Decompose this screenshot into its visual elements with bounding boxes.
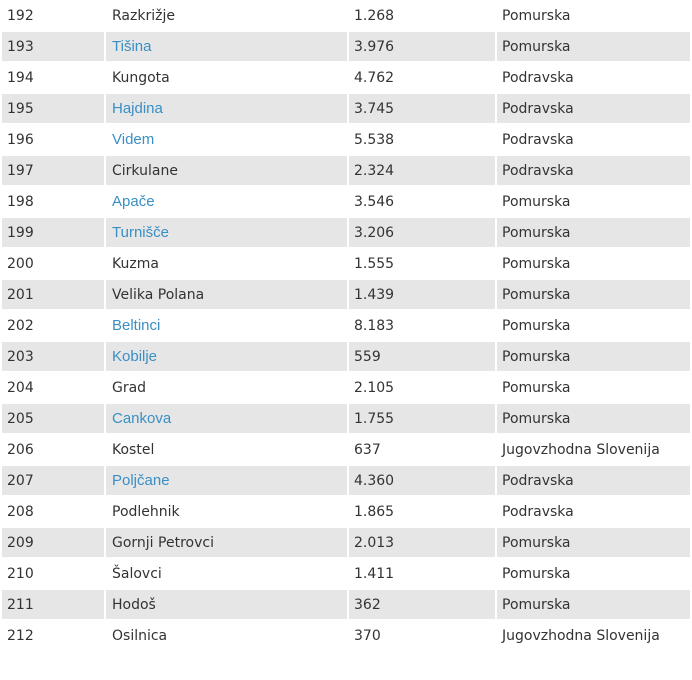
municipality-cell	[106, 403, 347, 434]
rank-cell: 200	[2, 248, 104, 279]
rank-cell: 208	[2, 496, 104, 527]
table-row	[2, 465, 690, 496]
municipality-cell	[106, 496, 347, 527]
municipality-cell	[106, 527, 347, 558]
region-cell: Pomurska	[497, 527, 690, 558]
rank-cell: 202	[2, 310, 104, 341]
region-cell: Podravska	[497, 93, 690, 124]
municipality-name: Kungota	[112, 69, 170, 86]
municipality-cell	[106, 465, 347, 496]
rank-cell: 192	[2, 0, 104, 31]
table-row	[2, 279, 690, 310]
population-cell: 8.183	[349, 310, 495, 341]
municipality-link[interactable]: Beltinci	[112, 317, 161, 334]
municipality-cell	[106, 372, 347, 403]
rank-cell: 195	[2, 93, 104, 124]
municipality-cell	[106, 217, 347, 248]
municipality-cell	[106, 310, 347, 341]
rank-cell: 193	[2, 31, 104, 62]
municipality-link[interactable]: Turnišče	[112, 224, 169, 241]
population-cell: 1.268	[349, 0, 495, 31]
population-cell: 2.013	[349, 527, 495, 558]
table-row	[2, 496, 690, 527]
region-cell: Podravska	[497, 465, 690, 496]
municipality-link[interactable]: Tišina	[112, 38, 152, 55]
rank-cell: 212	[2, 620, 104, 651]
region-cell: Podravska	[497, 124, 690, 155]
municipality-cell	[106, 589, 347, 620]
municipality-cell	[106, 31, 347, 62]
population-cell: 3.745	[349, 93, 495, 124]
municipality-link[interactable]: Poljčane	[112, 472, 170, 489]
region-cell: Pomurska	[497, 0, 690, 31]
population-cell: 637	[349, 434, 495, 465]
municipality-cell	[106, 558, 347, 589]
population-cell: 1.555	[349, 248, 495, 279]
table-body	[2, 0, 690, 651]
population-cell: 370	[349, 620, 495, 651]
region-cell: Pomurska	[497, 341, 690, 372]
table-row	[2, 434, 690, 465]
rank-cell: 198	[2, 186, 104, 217]
population-cell: 1.865	[349, 496, 495, 527]
region-cell: Pomurska	[497, 310, 690, 341]
municipality-link[interactable]: Hajdina	[112, 100, 163, 117]
population-cell: 3.546	[349, 186, 495, 217]
municipality-cell	[106, 434, 347, 465]
municipality-link[interactable]: Cankova	[112, 410, 172, 427]
rank-cell: 204	[2, 372, 104, 403]
table-row	[2, 248, 690, 279]
table-row	[2, 0, 690, 31]
population-cell: 362	[349, 589, 495, 620]
table-row	[2, 186, 690, 217]
municipality-cell	[106, 620, 347, 651]
municipality-name: Grad	[112, 379, 147, 396]
region-cell: Jugovzhodna Slovenija	[497, 434, 690, 465]
region-cell: Pomurska	[497, 403, 690, 434]
region-cell: Podravska	[497, 62, 690, 93]
population-cell: 2.324	[349, 155, 495, 186]
municipality-name: Velika Polana	[112, 286, 205, 303]
table-row	[2, 341, 690, 372]
region-cell: Pomurska	[497, 558, 690, 589]
population-cell: 5.538	[349, 124, 495, 155]
municipality-cell	[106, 186, 347, 217]
population-cell: 1.411	[349, 558, 495, 589]
municipality-name: Hodoš	[112, 596, 156, 613]
municipality-cell	[106, 124, 347, 155]
region-cell: Jugovzhodna Slovenija	[497, 620, 690, 651]
rank-cell: 210	[2, 558, 104, 589]
table-row	[2, 527, 690, 558]
table-row	[2, 310, 690, 341]
population-cell: 559	[349, 341, 495, 372]
population-cell: 4.360	[349, 465, 495, 496]
population-cell: 1.439	[349, 279, 495, 310]
municipality-cell	[106, 341, 347, 372]
region-cell: Podravska	[497, 155, 690, 186]
population-cell: 2.105	[349, 372, 495, 403]
municipality-link[interactable]: Videm	[112, 131, 155, 148]
municipality-name: Gornji Petrovci	[112, 534, 214, 551]
municipality-link[interactable]: Kobilje	[112, 348, 158, 365]
table-row	[2, 155, 690, 186]
rank-cell: 199	[2, 217, 104, 248]
rank-cell: 203	[2, 341, 104, 372]
municipality-cell	[106, 0, 347, 31]
municipality-name: Kostel	[112, 441, 155, 458]
municipality-name: Podlehnik	[112, 503, 180, 520]
municipality-cell	[106, 62, 347, 93]
population-cell: 3.206	[349, 217, 495, 248]
table-row	[2, 217, 690, 248]
region-cell: Pomurska	[497, 589, 690, 620]
rank-cell: 209	[2, 527, 104, 558]
table-row	[2, 124, 690, 155]
table-row	[2, 93, 690, 124]
rank-cell: 211	[2, 589, 104, 620]
region-cell: Pomurska	[497, 279, 690, 310]
population-cell: 4.762	[349, 62, 495, 93]
population-cell: 1.755	[349, 403, 495, 434]
population-cell: 3.976	[349, 31, 495, 62]
rank-cell: 201	[2, 279, 104, 310]
table-row	[2, 62, 690, 93]
municipality-name: Cirkulane	[112, 162, 178, 179]
table-row	[2, 558, 690, 589]
municipality-name: Razkrižje	[112, 7, 175, 24]
region-cell: Podravska	[497, 496, 690, 527]
rank-cell: 196	[2, 124, 104, 155]
table-row	[2, 620, 690, 651]
municipality-name: Osilnica	[112, 627, 168, 644]
region-cell: Pomurska	[497, 217, 690, 248]
municipality-name: Kuzma	[112, 255, 159, 272]
region-cell: Pomurska	[497, 248, 690, 279]
table-row	[2, 589, 690, 620]
region-cell: Pomurska	[497, 372, 690, 403]
table-row	[2, 403, 690, 434]
rank-cell: 207	[2, 465, 104, 496]
rank-cell: 206	[2, 434, 104, 465]
rank-cell: 194	[2, 62, 104, 93]
municipality-cell	[106, 248, 347, 279]
region-cell: Pomurska	[497, 186, 690, 217]
municipality-link[interactable]: Apače	[112, 193, 155, 210]
municipality-name: Šalovci	[112, 565, 162, 582]
region-cell: Pomurska	[497, 31, 690, 62]
municipality-cell	[106, 279, 347, 310]
table-row	[2, 372, 690, 403]
table-row	[2, 31, 690, 62]
municipality-cell	[106, 155, 347, 186]
rank-cell: 197	[2, 155, 104, 186]
rank-cell: 205	[2, 403, 104, 434]
municipality-cell	[106, 93, 347, 124]
